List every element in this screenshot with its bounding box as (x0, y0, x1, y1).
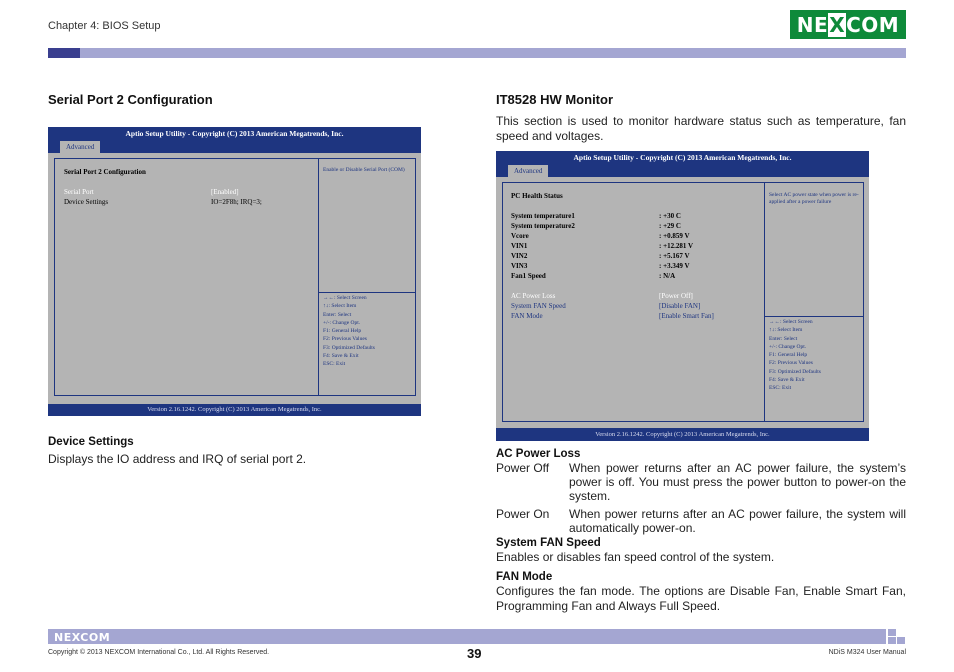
bios-option-label: AC Power Loss (511, 292, 556, 300)
bios-key-item: →←: Select Screen (323, 295, 367, 301)
bios-tab-row (48, 141, 421, 153)
bios-key-item: F4: Save & Exit (769, 377, 805, 384)
option-term: Power Off (496, 461, 550, 475)
ac-power-loss-options (496, 461, 906, 539)
bios-key-item: F4: Save & Exit (323, 353, 359, 360)
bios-screenshot-serial-port (48, 127, 421, 416)
bios-key-item: Enter: Select (769, 335, 798, 342)
bios-side-panel (318, 158, 416, 396)
bios-reading-value: : +3.349 V (659, 262, 690, 270)
option-term: Power On (496, 507, 550, 521)
footer-squares (888, 629, 906, 644)
definition-row (496, 507, 906, 535)
bios-key-item: ESC: Exit (769, 385, 792, 392)
bios-reading-value: : +30 C (659, 212, 681, 220)
bios-reading-value: : +29 C (659, 222, 681, 230)
bios-help-text: Enable or Disable Serial Port (COM) (323, 167, 405, 173)
bios-tab-advanced: Advanced (508, 165, 548, 177)
bios-key-item: →←: Select Screen (769, 319, 813, 325)
system-fan-speed-text: Enables or disables fan speed control of the system. (496, 550, 775, 564)
bios-item-value: IO=2F8h; IRQ=3; (211, 198, 262, 206)
bios-tab-row (496, 165, 869, 177)
bios-reading-value: : +12.281 V (659, 242, 693, 250)
bios-key-item: +/-: Change Opt. (323, 319, 361, 326)
bios-main-panel (54, 158, 319, 396)
bios-section-title: Serial Port 2 Configuration (64, 168, 146, 176)
bios-section-title: PC Health Status (511, 192, 563, 200)
fan-mode-text: Configures the fan mode. The options are Disable Fan, Enable Smart Fan, Programming Fan and Always Full Speed. (496, 584, 906, 613)
page-number: 39 (467, 646, 482, 661)
bios-header: Aptio Setup Utility - Copyright (C) 2013 American Megatrends, Inc. (48, 127, 421, 141)
chapter-label: Chapter 4: BIOS Setup (48, 20, 161, 32)
device-settings-heading: Device Settings (48, 436, 134, 448)
bios-option-value: [Enable Smart Fan] (659, 312, 714, 320)
bios-reading-label: VIN1 (511, 242, 528, 250)
footer-square (888, 629, 896, 636)
section-title-hw-monitor: IT8528 HW Monitor (496, 92, 614, 107)
logo-part: NE (796, 12, 829, 37)
device-settings-text: Displays the IO address and IRQ of serial port 2. (48, 452, 307, 466)
bios-item-label: Device Settings (64, 198, 109, 206)
bios-key-item: ESC: Exit (323, 361, 346, 368)
bios-key-item: F3: Optimized Defaults (769, 368, 821, 375)
bios-key-item: F3: Optimized Defaults (323, 344, 375, 351)
bios-reading-value: : +5.167 V (659, 252, 690, 260)
bios-item-value: [Enabled] (211, 188, 239, 196)
bios-reading-value: : N/A (659, 272, 676, 280)
bios-key-item: ↑↓: Select Item (323, 303, 357, 310)
bios-screenshot-hw-monitor (496, 151, 869, 441)
fan-mode-heading: FAN Mode (496, 571, 553, 583)
system-fan-speed-heading: System FAN Speed (496, 537, 601, 549)
bios-key-item: ↑↓: Select Item (769, 327, 803, 334)
bios-tab-advanced: Advanced (60, 141, 100, 153)
bios-main-panel (502, 182, 765, 422)
footer-logo: NEXCOM (54, 631, 111, 644)
bios-reading-value: : +0.859 V (659, 232, 690, 240)
ac-power-loss-heading: AC Power Loss (496, 448, 581, 460)
bios-reading-label: VIN2 (511, 252, 528, 260)
bios-header: Aptio Setup Utility - Copyright (C) 2013 American Megatrends, Inc. (496, 151, 869, 165)
bios-key-item: F1: General Help (769, 352, 808, 359)
bios-footer: Version 2.16.1242. Copyright (C) 2013 American Megatrends, Inc. (496, 428, 869, 441)
bios-option-label: System FAN Speed (511, 302, 566, 310)
bios-divider (765, 316, 863, 317)
bios-item-label: Serial Port (64, 188, 94, 196)
bios-footer: Version 2.16.1242. Copyright (C) 2013 American Megatrends, Inc. (48, 404, 421, 416)
hw-monitor-intro: This section is used to monitor hardware status such as temperature, fan speed and voltages. (496, 114, 906, 143)
bios-option-value: [Power Off] (659, 292, 693, 300)
bios-key-legend (769, 318, 821, 393)
bios-reading-label: System temperature1 (511, 212, 575, 220)
manual-title: NDiS M324 User Manual (828, 649, 906, 656)
bios-key-item: F1: General Help (323, 328, 362, 335)
bios-reading-label: System temperature2 (511, 222, 575, 230)
bios-help-text: Select AC power state when power is re-applied after a power failure (769, 192, 859, 205)
bios-option-value: [Disable FAN] (659, 302, 701, 310)
option-description: When power returns after an AC power failure, the system’s power is off. You must press the power button to power-on the system. (569, 461, 906, 503)
section-title-serial-port-2: Serial Port 2 Configuration (48, 92, 213, 107)
bios-key-item: Enter: Select (323, 311, 352, 318)
bios-key-item: +/-: Change Opt. (769, 343, 807, 350)
copyright-notice: Copyright © 2013 NEXCOM International Co., Ltd. All Rights Reserved. (48, 649, 270, 656)
bios-side-panel (764, 182, 864, 422)
footer-rule (48, 629, 886, 644)
header-rule (48, 48, 906, 58)
nexcom-logo (790, 10, 906, 39)
bios-key-legend (323, 294, 375, 369)
option-description: When power returns after an AC power failure, the system will automatically power-on. (569, 507, 906, 535)
logo-part: COM (846, 12, 900, 37)
bios-reading-label: Vcore (511, 232, 529, 240)
header-rule-accent (48, 48, 80, 58)
footer-square (888, 637, 896, 644)
logo-x: X (829, 12, 846, 37)
bios-divider (319, 292, 415, 293)
bios-reading-label: Fan1 Speed (511, 272, 546, 280)
bios-key-item: F2: Previous Values (769, 360, 813, 367)
footer-square (897, 637, 905, 644)
bios-reading-label: VIN3 (511, 262, 528, 270)
bios-option-label: FAN Mode (511, 312, 543, 320)
bios-key-item: F2: Previous Values (323, 336, 367, 343)
definition-row (496, 461, 906, 503)
